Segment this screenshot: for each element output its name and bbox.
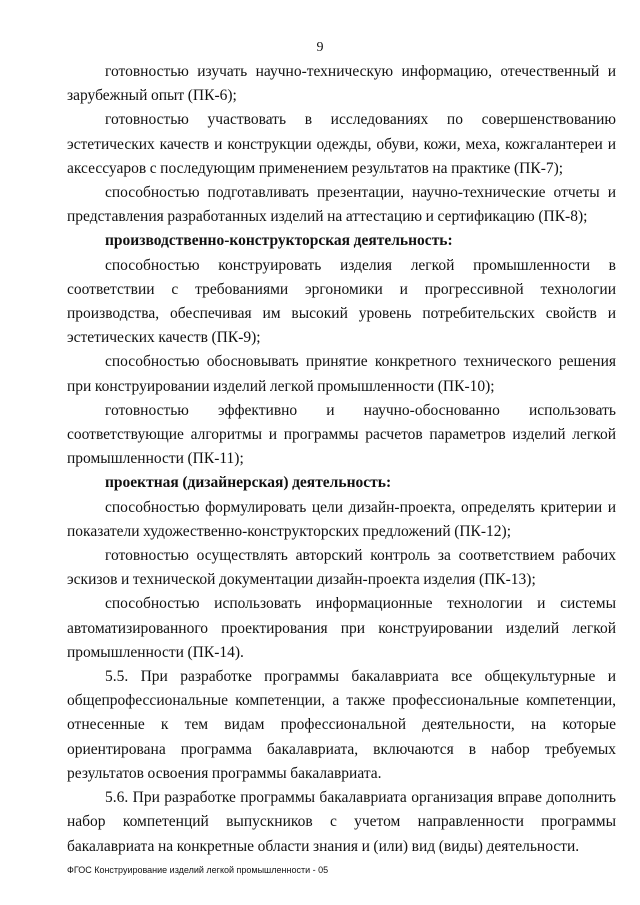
document-body — [67, 60, 616, 859]
section-heading: проектная (дизайнерская) деятельность: — [105, 474, 392, 492]
paragraph: 5.5. При разработке программы бакалавриата все общекультурные и общепрофессиональные компетенции, а также профессиональные компетенции, отнесенные к тем видам профессиональной деятельности, на которые ориентирована программа бакалавриата, включаются в набор требуемых результатов освоения программы бакалавриата. — [67, 668, 616, 782]
paragraph: готовностью эффективно и научно-обоснованно использовать соответствующие алгоритмы и программы расчетов параметров изделий легкой промышленности (ПК-11); — [67, 401, 616, 468]
paragraph: готовностью осуществлять авторский контроль за соответствием рабочих эскизов и технической документации дизайн-проекта изделия (ПК-13); — [67, 547, 616, 589]
paragraph: способностью использовать информационные технологии и системы автоматизированного проектирования при конструировании изделий легкой промышленности (ПК-14). — [67, 595, 616, 661]
paragraph: способностью обосновывать принятие конкретного технического решения при конструировании изделий легкой промышленности (ПК-10); — [67, 353, 616, 395]
paragraph: способностью конструировать изделия легкой промышленности в соответствии с требованиями эргономики и прогрессивной технологии производства, обеспечивая им высокий уровень потребительских свойств и эстетических качеств (ПК-9); — [67, 256, 616, 347]
document-footer: ФГОС Конструирование изделий легкой промышленности - 05 — [67, 865, 329, 875]
page-number: 9 — [316, 40, 324, 55]
paragraph: способностью формулировать цели дизайн-проекта, определять критерии и показатели художественно-конструкторских предложений (ПК-12); — [67, 498, 616, 540]
section-heading: производственно-конструкторская деятельность: — [105, 232, 453, 250]
paragraph: готовностью участвовать в исследованиях по совершенствованию эстетических качеств и конструкции одежды, обуви, кожи, меха, кожгалантереи и аксессуаров с последующим применением результатов на практике (ПК-7); — [67, 111, 616, 177]
paragraph: 5.6. При разработке программы бакалавриата организация вправе дополнить набор компетенций выпускников с учетом направленности программы бакалавриата на конкретные области знания и (или) вид (виды) деятельности. — [67, 789, 616, 855]
paragraph: готовностью изучать научно-техническую информацию, отечественный и зарубежный опыт (ПК-6); — [67, 63, 616, 105]
paragraph: способностью подготавливать презентации, научно-технические отчеты и представления разработанных изделий на аттестацию и сертификацию (ПК-8); — [67, 184, 616, 226]
